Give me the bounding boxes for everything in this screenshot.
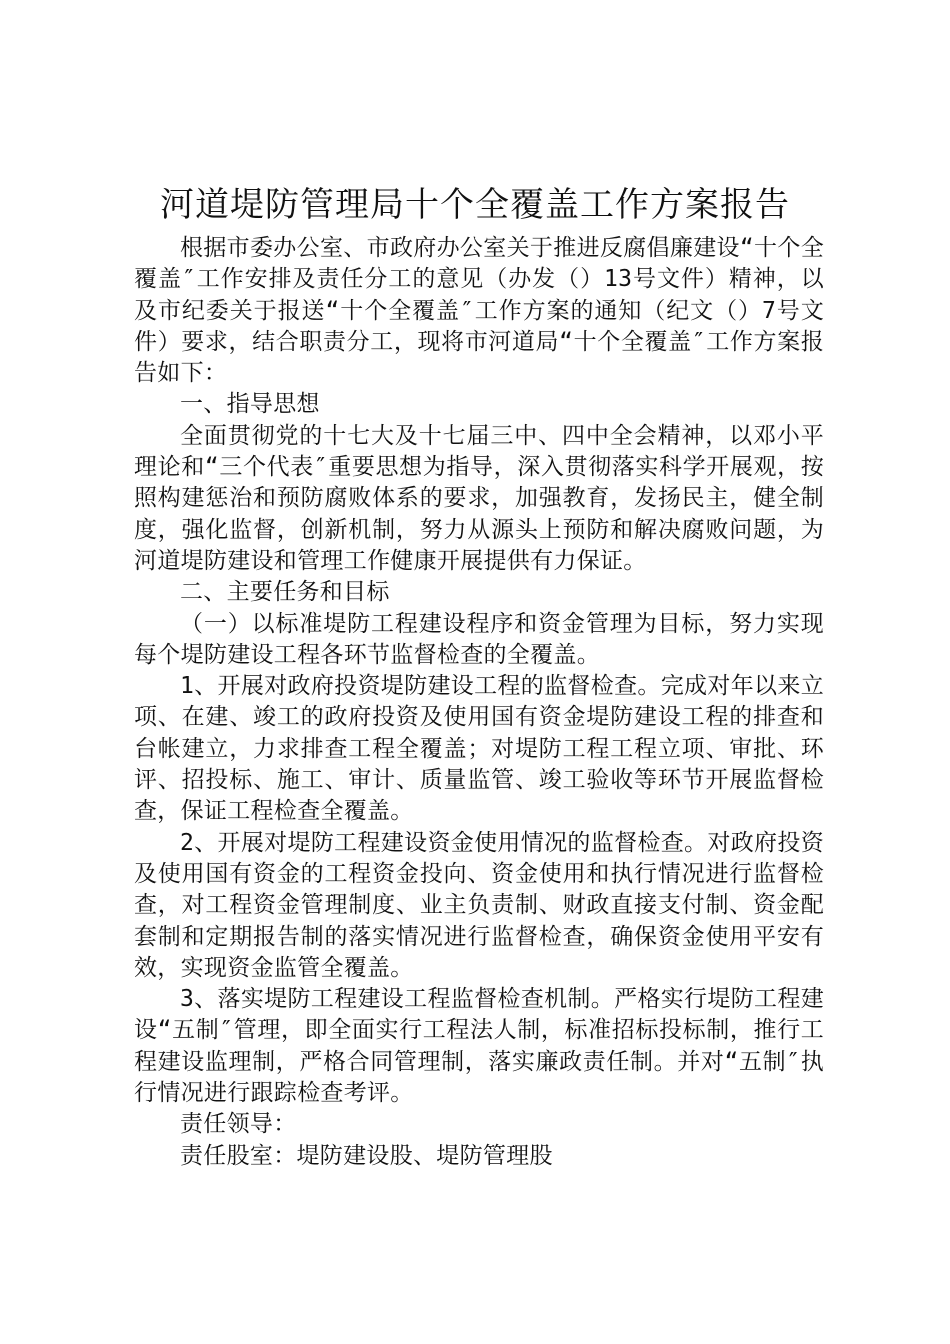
intro-paragraph: 根据市委办公室、市政府办公室关于推进反腐倡廉建设“十个全覆盖″工作安排及责任分工的意见（办发（）13号文件）精神，以及市纪委关于报送“十个全覆盖″工作方案的通知（纪文（）7号文件）要求，结合职责分工，现将市河道局“十个全覆盖″工作方案报告如下： xyxy=(134,235,824,387)
responsible-leader: 责任领导： xyxy=(180,1111,297,1138)
task-item-3: 3、落实堤防工程建设工程监督检查机制。严格实行堤防工程建设“五制″管理，即全面实行工程法人制，标准招标投标制，推行工程建设监理制，严格合同管理制，落实廉政责任制。并对“五制″执行情况进行跟踪检查考评。 xyxy=(134,986,824,1107)
section-heading-main-tasks: 二、主要任务和目标 xyxy=(180,579,390,606)
subsection-heading-1: （一）以标准堤防工程建设程序和资金管理为目标，努力实现每个堤防建设工程各环节监督检查的全覆盖。 xyxy=(134,610,824,668)
guiding-ideology-paragraph: 全面贯彻党的十七大及十七届三中、四中全会精神，以邓小平理论和“三个代表″重要思想为指导，深入贯彻落实科学开展观，按照构建惩治和预防腐败体系的要求，加强教育，发扬民主，健全制度，强化监督，创新机制，努力从源头上预防和解决腐败问题，为河道堤防建设和管理工作健康开展提供有力保证。 xyxy=(134,422,824,574)
task-item-1: 1、开展对政府投资堤防建设工程的监督检查。完成对年以来立项、在建、竣工的政府投资及使用国有资金堤防建设工程的排查和台帐建立，力求排查工程全覆盖；对堤防工程工程立项、审批、环评、招投标、施工、审计、质量监管、竣工验收等环节开展监督检查，保证工程检查全覆盖。 xyxy=(134,673,824,825)
task-item-2: 2、开展对堤防工程建设资金使用情况的监督检查。对政府投资及使用国有资金的工程资金投向、资金使用和执行情况进行监督检查，对工程资金管理制度、业主负责制、财政直接支付制、资金配套制和定期报告制的落实情况进行监督检查，确保资金使用平安有效，实现资金监管全覆盖。 xyxy=(134,829,824,981)
responsible-department: 责任股室：堤防建设股、堤防管理股 xyxy=(180,1142,553,1169)
section-heading-guiding-ideology: 一、指导思想 xyxy=(180,391,320,418)
document-body xyxy=(134,233,824,1172)
document-title: 河道堤防管理局十个全覆盖工作方案报告 xyxy=(160,185,790,225)
